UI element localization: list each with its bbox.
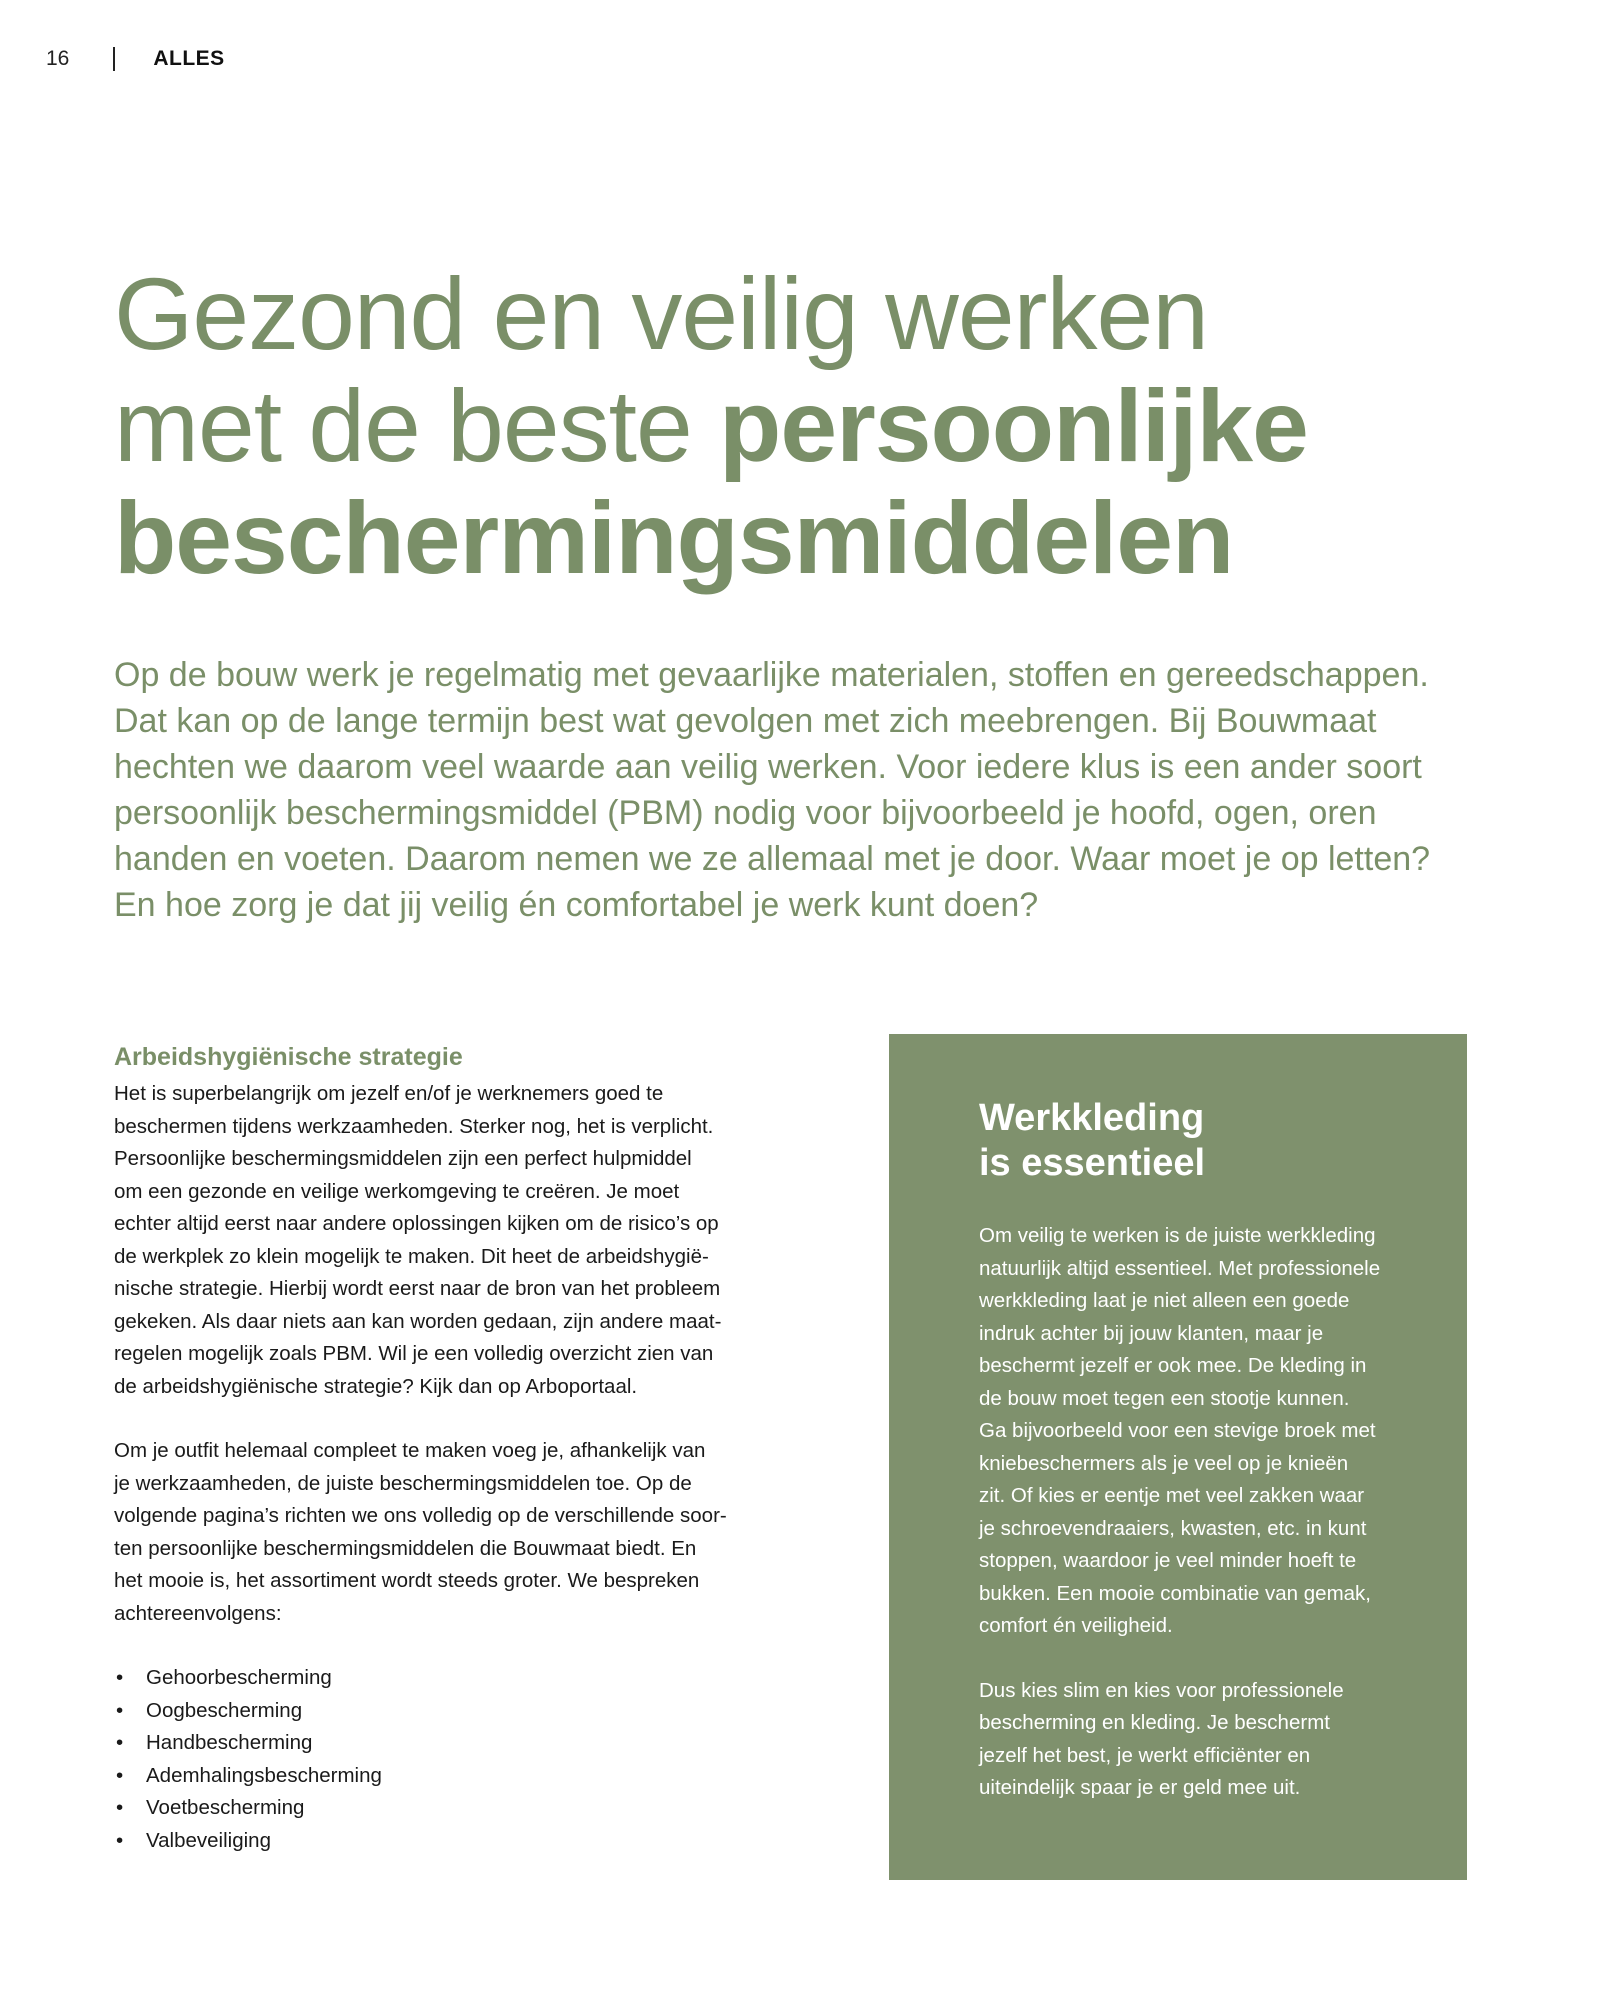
title-line-2-bold: persoonlijke [719,369,1308,483]
intro-line: En hoe zorg je dat jij veilig én comfortabel je werk kunt doen? [114,886,1039,924]
intro-line: handen en voeten. Daarom nemen we ze allemaal met je door. Waar moet je op letten? [114,840,1431,878]
sidebar-line: werkkleding laat je niet alleen een goede [979,1289,1350,1312]
intro-line: Op de bouw werk je regelmatig met gevaarlijke materialen, stoffen en gereedschappen. [114,656,1429,694]
list-item: • Ademhalingsbescherming [114,1760,774,1793]
protection-list [114,1662,774,1857]
sidebar-line: Dus kies slim en kies voor professionele [979,1678,1344,1702]
sidebar-line: zit. Of kies er eentje met veel zakken waar [979,1484,1365,1507]
sidebar-line: Om veilig te werken is de juiste werkkleding [979,1224,1376,1247]
body-line: ten persoonlijke beschermingsmiddelen die Bouwmaat biedt. En [114,1536,697,1560]
body-line: om een gezonde en veilige werkomgeving te creëren. Je moet [114,1179,680,1203]
sidebar-line: bukken. Een mooie combinatie van gemak, [979,1581,1372,1605]
title-line-3-bold: beschermingsmiddelen [114,481,1234,595]
list-item: • Gehoorbescherming [114,1662,774,1695]
sidebar-line: beschermt jezelf er ook mee. De kleding in [979,1354,1367,1377]
article-paragraph-1 [114,1078,774,1403]
sidebar-line: jezelf het best, je werkt efficiënter en [979,1743,1311,1767]
body-line: echter altijd eerst naar andere oplossingen kijken om de risico’s op [114,1212,719,1235]
intro-line: persoonlijk beschermingsmiddel (PBM) nodig voor bijvoorbeeld je hoofd, ogen, oren [114,794,1377,832]
body-line: Persoonlijke beschermingsmiddelen zijn een perfect hulpmiddel [114,1147,692,1170]
sidebar-paragraph-1 [979,1220,1409,1643]
article-heading: Arbeidshygiënische strategie [114,1043,463,1071]
list-item: • Handbescherming [114,1727,774,1760]
body-line: volgende pagina’s richten we ons volledig op de verschillende soor- [114,1504,727,1527]
body-line: het mooie is, het assortiment wordt steeds groter. We bespreken [114,1569,700,1592]
body-line: nische strategie. Hierbij wordt eerst naar de bron van het probleem [114,1277,721,1300]
sidebar-line: stoppen, waardoor je veel minder hoeft te [979,1549,1357,1572]
sidebar-line: je schroevendraaiers, kwasten, etc. in kunt [979,1516,1367,1540]
page-header [46,46,225,72]
intro-line: hechten we daarom veel waarde aan veilig werken. Voor iedere klus is een ander soort [114,748,1422,786]
sidebar-paragraph-2 [979,1675,1409,1805]
body-line: beschermen tijdens werkzaamheden. Sterker nog, het is verplicht. [114,1114,714,1138]
body-line: regelen mogelijk zoals PBM. Wil je een volledig overzicht zien van [114,1342,714,1365]
sidebar-title-line-1: Werkkleding [979,1097,1205,1139]
sidebar-line: comfort én veiligheid. [979,1614,1173,1637]
body-line: je werkzaamheden, de juiste beschermingsmiddelen toe. Op de [114,1471,692,1495]
article-column [114,1040,774,1857]
sidebar-line: uiteindelijk spaar je er geld mee uit. [979,1776,1301,1799]
body-line: de arbeidshygiënische strategie? Kijk dan op Arboportaal. [114,1374,638,1398]
body-line: de werkplek zo klein mogelijk te maken. Dit heet de arbeidshygië- [114,1244,709,1268]
section-label: ALLES [153,47,225,70]
intro-line: Dat kan op de lange termijn best wat gevolgen met zich meebrengen. Bij Bouwmaat [114,702,1377,740]
header-divider [113,47,115,71]
sidebar-box [889,1034,1467,1880]
sidebar-line: kniebeschermers als je veel op je knieën [979,1451,1349,1475]
body-line: Om je outfit helemaal compleet te maken voeg je, afhankelijk van [114,1439,706,1462]
page-number: 16 [46,47,70,70]
sidebar-line: indruk achter bij jouw klanten, maar je [979,1321,1324,1345]
list-item: • Oogbescherming [114,1695,774,1728]
sidebar-title [979,1096,1409,1186]
sidebar-line: Ga bijvoorbeeld voor een stevige broek met [979,1419,1376,1442]
sidebar-line: de bouw moet tegen een stootje kunnen. [979,1386,1350,1410]
article-paragraph-2 [114,1435,774,1630]
list-item: • Voetbescherming [114,1792,774,1825]
page-title [114,258,1514,594]
list-item: • Valbeveiliging [114,1825,774,1858]
body-line: achtereenvolgens: [114,1601,282,1625]
body-line: gekeken. Als daar niets aan kan worden gedaan, zijn andere maat- [114,1309,722,1333]
intro-paragraph [114,652,1494,928]
sidebar-line: natuurlijk altijd essentieel. Met professionele [979,1256,1381,1280]
body-line: Het is superbelangrijk om jezelf en/of je werknemers goed te [114,1082,664,1105]
title-line-2-regular: met de beste [114,369,720,483]
title-line-1: Gezond en veilig werken [114,257,1208,371]
sidebar-title-line-2: is essentieel [979,1142,1206,1184]
sidebar-line: bescherming en kleding. Je beschermt [979,1711,1330,1734]
